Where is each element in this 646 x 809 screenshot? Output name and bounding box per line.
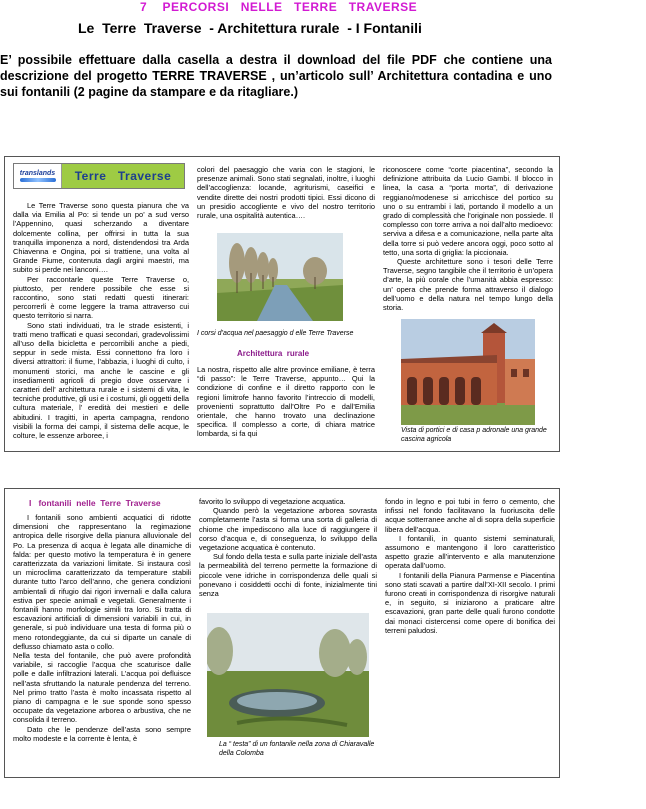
- paragraph: I fontanili, in quanto sistemi seminaturali, assumono e mantengono il loro caratteristico aspetto grazie all’intervento e alla manutenzione operata dall’uomo.: [385, 533, 555, 571]
- page-title: Le Terre Traverse - Architettura rurale - I Fontanili: [78, 20, 422, 36]
- river-landscape-image: [217, 233, 343, 321]
- page2-column-3: [385, 497, 555, 637]
- page1-column-2-top: [197, 165, 375, 221]
- page2-column-1: [13, 513, 191, 775]
- page1-column-2-bottom: [197, 365, 375, 449]
- top-heading: 7 PERCORSI NELLE TERRE TRAVERSE: [140, 0, 418, 14]
- section-title: Architettura rurale: [237, 349, 310, 358]
- farmhouse-image: [401, 319, 535, 425]
- paragraph: I fontanili della Pianura Parmense e Piacentina sono stati scavati a partire dall’XI-XII secolo. I primi furono creati in corrispondenza di risorgive naturali e, in seguito, si iniziarono a praticare altre escavazioni, gran parte delle quali furono condotte dai monaci cistercensi come opere di bonifica dei terreni paludosi.: [385, 570, 555, 635]
- wave-icon: [20, 178, 56, 182]
- paragraph: Nella testa del fontanile, che può avere profondità variabile, si raccoglie l’acqua che scaturisce dalle polle e dalle infiltrazioni laterali. L’acqua poi defluisce nell’asta sfruttando la naturale pendenza del terreno. Nel primo tratto l’asta è molto incassata rispetto al piano di campagna e le sue sponde sono spesso occupate da vegetazione arborea o arbustiva, che ne consolida il terreno.: [13, 651, 191, 725]
- photo-caption: Vista di portici e di casa p adronale una grande cascina agricola: [401, 427, 547, 443]
- logo-title: Terre Traverse: [62, 164, 184, 188]
- paragraph: Quando però la vegetazione arborea sovrasta completamente l’asta si forma una sorta di galleria di chiome che impediscono alla luce di raggiungere il corso d’acqua e, di conseguenza, lo sviluppo della vegetazione acquatica è contenuto.: [199, 506, 377, 553]
- farmhouse-photo: [401, 319, 535, 425]
- page-2-article: [4, 488, 560, 778]
- paragraph: Dato che le pendenze dell’asta sono sempre molto modeste e la corrente è lenta, è: [13, 724, 191, 743]
- paragraph: favorito lo sviluppo di vegetazione acquatica.: [199, 497, 346, 506]
- paragraph: riconoscere come “corte piacentina”, secondo la definizione attribuita da Lucio Gambi. Il blocco in linea, la casa a “porta morta”, di derivazione reggiano/modenese si arricchisce del portico su uno o su entrambi i lati, portando il modello a un grado di complessità che l’originale non possiede. Il complesso con torre arriva a noi dall’alto medioevo: serviva a difesa e a comunicazione, nella parte alta della torre si può vedere ancora oggi, poco sotto al tetto, una sorta di griglia: la piccionaia.: [383, 165, 553, 257]
- page-1-article: [4, 156, 560, 452]
- river-landscape-photo: [217, 233, 343, 321]
- paragraph: I fontanili sono ambienti acquatici di ridotte dimensioni che rappresentano la regimazione antropica delle risorgive della pianura alluvionale del Po. La presenza di acqua è legata alle dinamiche di falda: per questo motivo la temperatura è in genere caratterizzata da variazioni limitate. Si instaura così un microclima caratterizzato da temperature stabili durante tutto l’arco dell’anno, che genera condizioni ambientali di rifugio dai rigori invernali e dalla calura estiva per specie animali e vegetali. Generalmente i fontanili hanno morfologie simili tra loro. Si tratta di escavazioni artificiali di dimensioni variabili in cui, in generale, si può individuare una testa di forma più o meno rotondeggiante, da cui si diparte un canale di deflusso chiamato asta o collo.: [13, 513, 191, 651]
- paragraph: Sono stati individuati, tra le strade esistenti, i tratti meno trafficati e quasi secondari, gradevolissimi all’uso della bicicletta e percorribili anche a piedi, seppur in sede mista. Essi connettono fra loro i diversi attrattori: il fiume, l’abbazia, i luoghi di culto, i monumenti storici, ma anche le cascine e gli insediamenti agricoli di pregio dove osservare i caratteri dell’ architettura rurale e i sistemi di vita, le tecniche produttive, gli usi e i costumi, gli oggetti della cultura materiale, l’ eredità dei mestieri e delle abitudini. I tragitti, in aperta campagna, rendono visibili la forma dei campi, il sistema delle acque, le colture, le essenze arboree, i: [13, 320, 189, 441]
- translands-logo: [14, 164, 62, 188]
- paragraph: fondo in legno e poi tubi in ferro o cemento, che infissi nel fondo facilitavano la fuoriuscita delle acque sotterranee anche al di sopra della superficie libera dell’acqua.: [385, 497, 555, 534]
- paragraph: Le Terre Traverse sono questa pianura che va dalla via Emilia al Po: si tende un po’ a sud verso l’Appennino, quasi scherzando a diventare dolcemente collina, per offrirsi in tutta la sua tranquilla imponenza a nord, distendendosi tra Arda Chiavenna e Ongina, poi si trattiene, una volta al Grande Fiume, contenuta dagli argini maestri, ma subito si perde nei lanconi….: [13, 201, 189, 275]
- fontanile-image: [207, 613, 369, 737]
- page1-column-1: [13, 201, 189, 447]
- paragraph: Per raccontarle queste Terre Traverse o, piuttosto, per rendere possibile che esse si raccontino, sono stati redatti questi itinerari: percorrerli è come leggere la trama attraverso cui questo territorio si narra.: [13, 274, 189, 321]
- paragraph: Queste architetture sono i tesori delle Terre Traverse, segno tangibile che il territorio è un’opera d’arte, la più corale che l’umanità abbia espresso: un’ opera che prende forma attraverso il dialogo dell’uomo e della natura nel tempo lungo della storia.: [383, 257, 553, 313]
- page1-column-3: [383, 165, 553, 317]
- photo-caption: La “ testa” di un fontanile nella zona di Chiaravalle della Colomba: [219, 741, 375, 757]
- translands-wordmark: translands: [19, 170, 56, 177]
- photo-caption: I corsi d’acqua nel paesaggio d elle Terre Traverse: [197, 330, 354, 337]
- paragraph: colori del paesaggio che varia con le stagioni, le presenze animali. Sono stati segnalati, inoltre, i luoghi dell’accoglienza: locande, agriturismi, caseifici e vendite dirette dei nostri prodotti tipici. Essi dicono di un presidio accogliente e vivo del nostro territorio rurale, una ospitalità autentica….: [197, 165, 375, 221]
- intro-text: E’ possibile effettuare dalla casella a destra il download del file PDF che contiene una descrizione del progetto TERRE TRAVERSE , un’articolo sull’ Architettura contadina e uno sui fontanili (2 pagine da stampare e da ritagliare.): [0, 53, 552, 99]
- terre-traverse-logo: [13, 163, 185, 189]
- paragraph: La nostra, rispetto alle altre province emiliane, è terra “di passo”: le Terre Traverse, appunto… Qui la condizione di confine e il diretto rapporto con le regioni limitrofe hanno favorito l’intreccio di modelli, provenienti soprattutto dall’Oltre Po e dall’Emilia orientale, che hanno trovato una declinazione specifica. Il complesso a corte, di chiara matrice lombarda, si fa qui: [197, 365, 375, 439]
- fontanile-photo: [207, 613, 369, 737]
- paragraph: Sul fondo della testa e sulla parte iniziale dell’asta la permeabilità del terreno permette la formazione di piccole vene idriche in corrispondenza delle quali si ponevano i cosiddetti occhi di fonte, inizialmente tini senza: [199, 552, 377, 599]
- section-title: I fontanili nelle Terre Traverse: [29, 498, 161, 508]
- page2-column-2: [199, 497, 377, 607]
